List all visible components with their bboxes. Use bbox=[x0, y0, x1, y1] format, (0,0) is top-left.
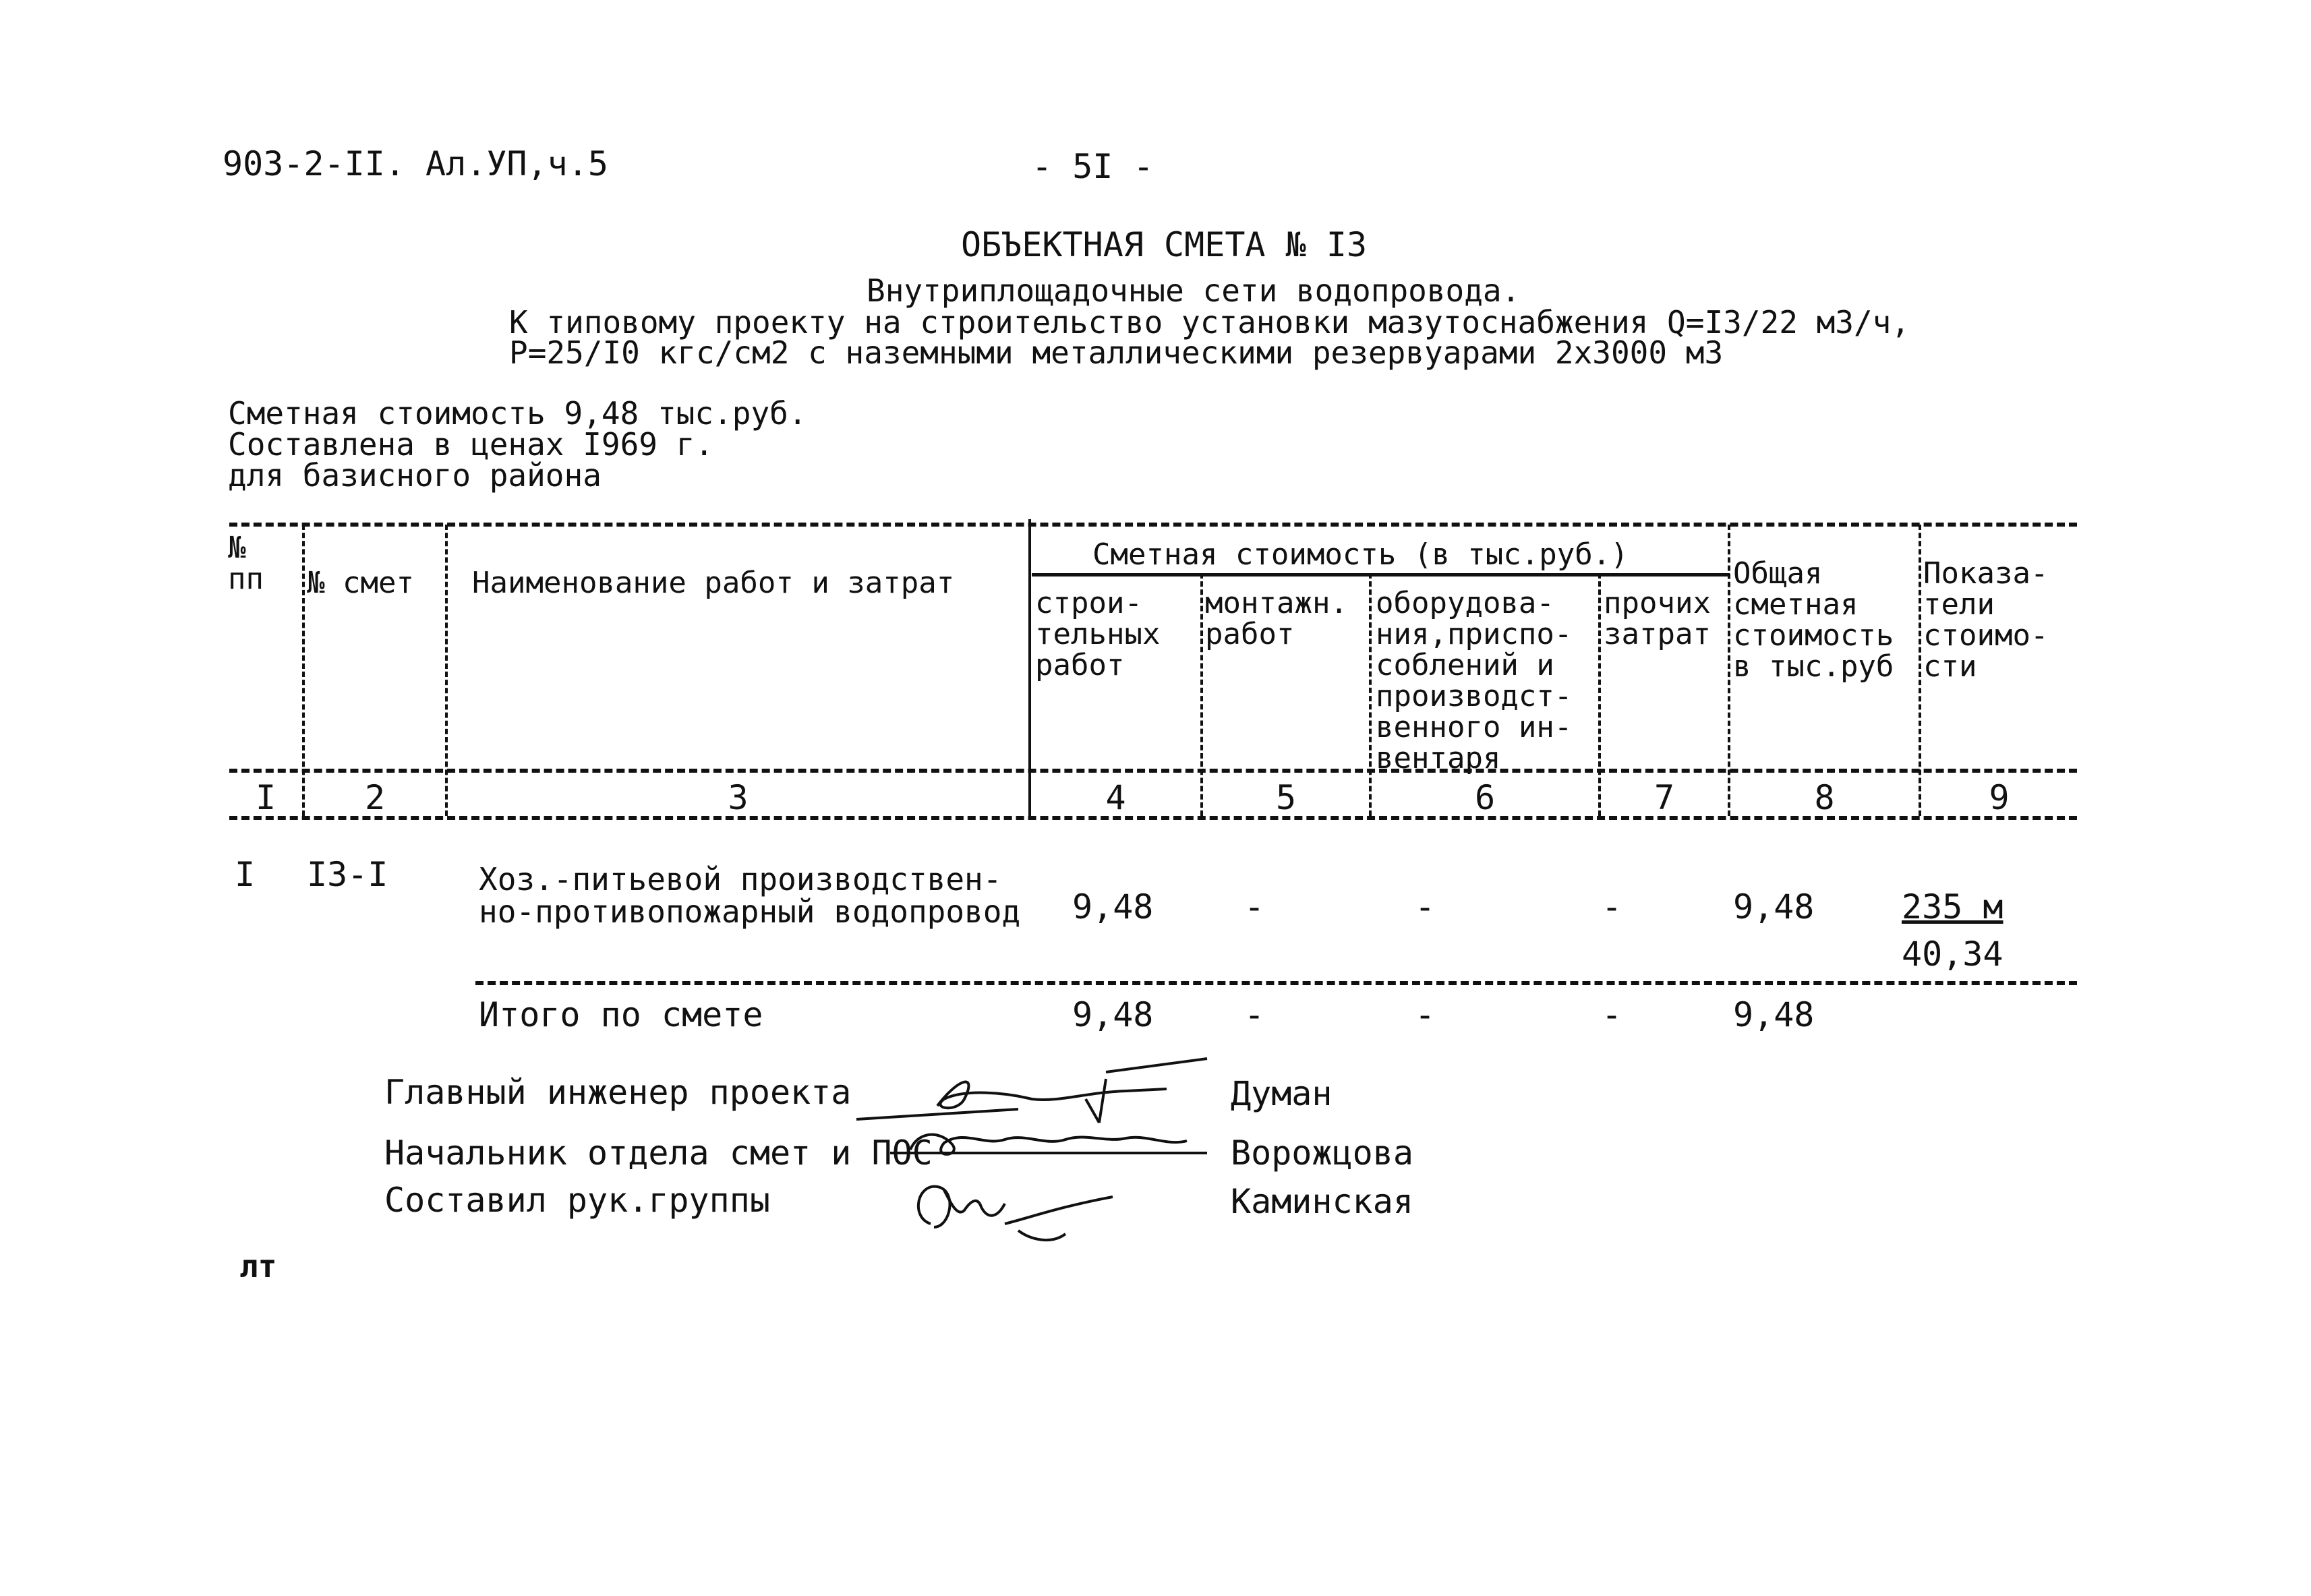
group-header-underline bbox=[1032, 573, 1730, 577]
header-col-9: Показа- тели стоимо- сти bbox=[1923, 556, 2049, 684]
row-indicator-bottom: 40,34 bbox=[1902, 935, 2003, 974]
subtitle-line-2: К типовому проекту на строительство установки мазутоснабжения Q=I3/22 м3/ч, bbox=[509, 304, 1910, 341]
row-total: 9,48 bbox=[1733, 887, 1815, 926]
total-total: 9,48 bbox=[1733, 995, 1815, 1034]
subtitle-line-1: Внутриплощадочные сети водопровода. bbox=[867, 272, 1521, 309]
header-col-3: Наименование работ и затрат bbox=[472, 566, 955, 600]
column-number-border bbox=[229, 816, 2077, 820]
header-col-1: № пп bbox=[228, 531, 264, 596]
row-other: - bbox=[1602, 887, 1622, 926]
signature-name-2: Ворожцова bbox=[1231, 1133, 1413, 1173]
col-number-5: 5 bbox=[1275, 778, 1297, 817]
total-build: 9,48 bbox=[1072, 995, 1154, 1034]
signature-role-2: Начальник отдела смет и ПОС bbox=[384, 1133, 933, 1173]
col-divider-2 bbox=[445, 525, 448, 816]
region-note: для базисного района bbox=[228, 457, 602, 494]
footer-mark: лт bbox=[239, 1248, 277, 1284]
col-divider-1 bbox=[302, 525, 305, 816]
header-col-2: № смет bbox=[307, 566, 414, 600]
row-indicator-top: 235 м bbox=[1902, 887, 2003, 926]
row-mount: - bbox=[1244, 887, 1265, 926]
estimated-cost: Сметная стоимость 9,48 тыс.руб. bbox=[228, 395, 807, 432]
signature-scribble-1 bbox=[856, 1052, 1207, 1126]
col-divider-4 bbox=[1200, 573, 1203, 816]
signature-name-3: Каминская bbox=[1231, 1182, 1413, 1221]
col-number-7: 7 bbox=[1654, 778, 1675, 817]
header-col-5: монтажн. работ bbox=[1205, 586, 1348, 651]
signature-role-1: Главный инженер проекта bbox=[384, 1073, 852, 1112]
col-number-8: 8 bbox=[1814, 778, 1835, 817]
signature-role-3: Составил рук.группы bbox=[384, 1181, 770, 1220]
col-number-1: I bbox=[255, 778, 276, 817]
col-number-2: 2 bbox=[364, 778, 386, 817]
signature-scribble-2 bbox=[890, 1119, 1241, 1166]
table-top-border bbox=[229, 523, 2077, 527]
col-divider-3 bbox=[1028, 519, 1031, 816]
col-divider-6 bbox=[1598, 573, 1601, 816]
signature-name-1: Думан bbox=[1231, 1074, 1333, 1113]
total-mount: - bbox=[1244, 995, 1265, 1034]
row-separator bbox=[475, 981, 2077, 985]
price-basis: Составлена в ценах I969 г. bbox=[228, 426, 714, 463]
row-name: Хоз.-питьевой производствен- но-противопожарный водопровод bbox=[479, 861, 1021, 930]
header-group: Сметная стоимость (в тыс.руб.) bbox=[1092, 537, 1629, 572]
row-smeta: I3-I bbox=[307, 855, 388, 894]
header-col-8: Общая сметная стоимость в тыс.руб bbox=[1733, 556, 1894, 684]
total-label: Итого по смете bbox=[479, 995, 763, 1034]
col-number-9: 9 bbox=[1989, 778, 2010, 817]
signature-scribble-3 bbox=[904, 1177, 1119, 1251]
header-bottom-border bbox=[229, 769, 2077, 773]
col-number-4: 4 bbox=[1105, 778, 1126, 817]
row-number: I bbox=[235, 855, 256, 894]
total-other: - bbox=[1602, 995, 1622, 1034]
col-number-6: 6 bbox=[1474, 778, 1496, 817]
col-divider-7 bbox=[1728, 525, 1730, 816]
row-build: 9,48 bbox=[1072, 887, 1154, 926]
header-col-4: строи- тельных работ bbox=[1035, 586, 1161, 682]
row-equip: - bbox=[1415, 887, 1436, 926]
document-code: 903-2-II. Ал.УП,ч.5 bbox=[223, 144, 608, 183]
document-title: ОБЪЕКТНАЯ СМЕТА № I3 bbox=[961, 225, 1368, 264]
header-col-7: прочих затрат bbox=[1604, 586, 1711, 651]
col-divider-5 bbox=[1369, 573, 1372, 816]
total-equip: - bbox=[1415, 995, 1436, 1034]
header-col-6: оборудова- ния,приспо- соблений и производст- венного ин- вентаря bbox=[1376, 586, 1573, 775]
page-number: - 5I - bbox=[1032, 147, 1154, 186]
col-divider-8 bbox=[1919, 525, 1921, 816]
subtitle-line-3: Р=25/I0 кгс/см2 с наземными металлическими резервуарами 2х3000 м3 bbox=[509, 334, 1724, 371]
col-number-3: 3 bbox=[728, 778, 749, 817]
